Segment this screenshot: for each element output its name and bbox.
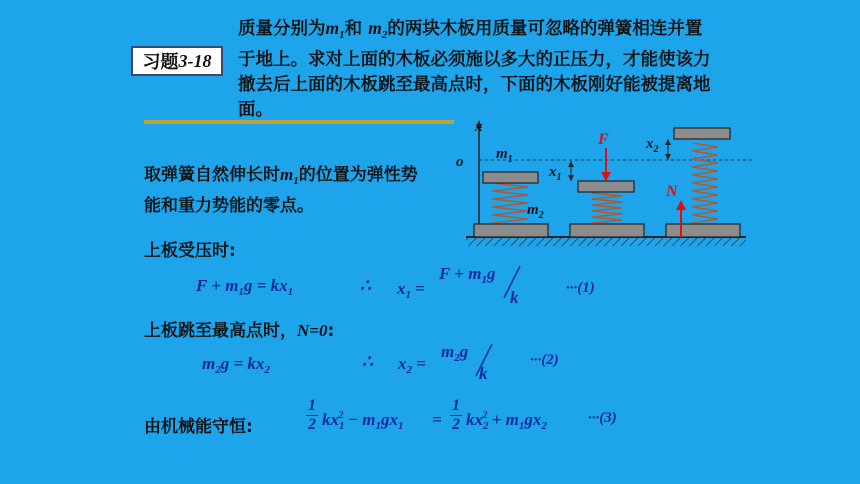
eq3-half-left: 1 2 — [308, 397, 316, 433]
problem-m2: m — [368, 18, 382, 38]
tag-prefix: 习题 — [142, 52, 179, 73]
eq1-tag: ···(1) — [566, 280, 595, 296]
origin-label: o — [456, 154, 464, 170]
eq2-numerator: $m_2g$ — [441, 342, 469, 364]
plate-bottom-3 — [666, 224, 740, 237]
plate-bottom-2 — [570, 224, 644, 237]
zero-point-statement — [144, 162, 434, 219]
problem-statement — [238, 16, 718, 123]
eq3-half-right: 1 2 — [452, 397, 460, 433]
x2-arrow-up — [665, 139, 671, 145]
problem-text-c: 的两块木板用质量可忽略的弹簧相连并置于地上。求对上面的木板必须施以多大的正压力，才能使该力撤去后上面的木板跳至最高点时，下面的木板刚好能被提离地面。 — [238, 19, 711, 120]
plate-top-3 — [674, 128, 730, 139]
problem-tag — [131, 46, 223, 76]
eq1-lhs: $F + m_1g = kx_1$ — [196, 276, 294, 298]
tag-number: 3-18 — [178, 50, 212, 71]
spring-2 — [592, 193, 622, 223]
divider-rule — [144, 120, 454, 124]
label-m1: $m_1$ — [496, 146, 513, 165]
eq2-tag: ···(2) — [530, 352, 559, 368]
eq3-equals: = — [432, 410, 442, 429]
label-x1: $x_1$ — [549, 164, 562, 183]
eq1-result-var: $x_1$ = — [397, 279, 425, 301]
heading-compressed: 上板受压时: — [144, 241, 236, 261]
heading-highest-point: 上板跳至最高点时，N=0: — [144, 321, 335, 341]
eq3-tag: ···(3) — [588, 410, 617, 426]
setting-m1-sub: 1 — [293, 175, 299, 187]
x1-arrow-up — [568, 161, 574, 167]
problem-text-b: 和 — [344, 19, 369, 39]
plate-top-2 — [578, 181, 634, 192]
problem-text-a: 质量分别为 — [238, 19, 326, 39]
plate-bottom-1 — [474, 224, 548, 237]
eq2-result-var: $x_2$ = — [398, 354, 426, 376]
spring-3 — [692, 143, 718, 223]
label-F: F — [598, 131, 609, 148]
eq3-lhs: $kx_1^2 - m_1gx_1$ — [322, 410, 404, 432]
problem-m1: m — [325, 18, 340, 38]
axis-x-label: x — [475, 119, 483, 135]
eq2-denominator: k — [479, 364, 488, 383]
ground-hatch — [466, 237, 746, 246]
eq1-therefore: ∴ — [360, 276, 371, 295]
eq1-denominator: k — [510, 288, 519, 307]
problem-m2-sub: 2 — [381, 29, 388, 41]
force-N-arrow-head — [676, 200, 686, 210]
label-m2: $m_2$ — [527, 202, 544, 221]
setting-m1: m — [280, 165, 294, 184]
spring-1 — [492, 183, 528, 223]
plate-top-1 — [483, 172, 538, 183]
heading-conservation: 由机械能守恒: — [144, 417, 253, 437]
setting-text-b: 的位置为弹性势能和重力势能的零点。 — [144, 165, 418, 216]
label-N: N — [666, 183, 678, 200]
problem-m1-sub: 1 — [339, 29, 345, 41]
label-x2: $x_2$ — [646, 136, 659, 155]
x1-arrow-down — [568, 175, 574, 181]
eq2-therefore: ∴ — [362, 352, 373, 371]
eq3-rhs: $kx_2^2 + m_1gx_2$ — [466, 410, 547, 432]
force-F-arrow-head — [601, 172, 611, 181]
x2-arrow-down — [665, 154, 671, 160]
eq2-lhs: $m_2g = kx_2$ — [202, 354, 270, 376]
spring-plates-diagram — [456, 118, 760, 250]
eq1-numerator: $F + m_1g$ — [439, 264, 496, 286]
setting-text-a: 取弹簧自然伸长时 — [144, 165, 280, 185]
